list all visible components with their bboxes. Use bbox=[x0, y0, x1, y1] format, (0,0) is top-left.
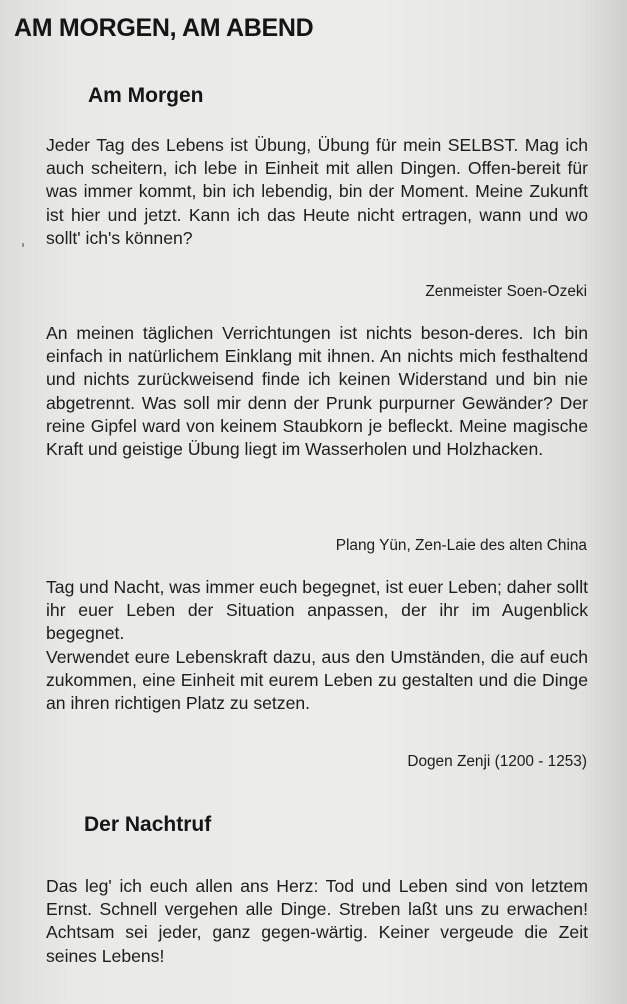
paper-speck bbox=[22, 243, 24, 247]
quote-paragraph-dogen-1: Tag und Nacht, was immer euch begegnet, ist euer Leben; daher sollt ihr euer Leben der Situation anpassen, der ihr im Augenblick begegnet. bbox=[46, 577, 588, 644]
nachtruf-paragraph: Das leg' ich euch allen ans Herz: Tod und Leben sind von letztem Ernst. Schnell vergehen alle Dinge. Streben laßt uns zu erwachen! Achtsam sei jeder, ganz gegen-wärtig. Keiner vergeude die Zeit seines Lebens! bbox=[46, 876, 588, 966]
attribution-plang-yun: Plang Yün, Zen-Laie des alten China bbox=[335, 537, 587, 554]
section-heading-der-nachtruf: Der Nachtruf bbox=[84, 813, 212, 836]
quote-paragraph-plang-yun: An meinen täglichen Verrichtungen ist nichts beson-deres. Ich bin einfach in natürlichem Einklang mit ihnen. An nichts mich festhaltend und nichts zurückweisend finde ich keinen Widerstand und bin nie abgetrennt. Was soll mir denn der Prunk purpurner Gewänder? Der reine Gipfel ward von keinem Staubkorn je befleckt. Meine magische Kraft und geistige Übung liegt im Wasserholen und Holzhacken. bbox=[46, 323, 588, 460]
attribution-dogen-zenji: Dogen Zenji (1200 - 1253) bbox=[407, 753, 587, 770]
page-title: AM MORGEN, AM ABEND bbox=[14, 14, 314, 42]
quote-paragraph-dogen-2: Verwendet eure Lebenskraft dazu, aus den Umständen, die auf euch zukommen, eine Einheit mit eurem Leben zu gestalten und die Dinge an ihren richtigen Platz zu setzen. bbox=[46, 647, 588, 714]
section-heading-am-morgen: Am Morgen bbox=[88, 84, 204, 107]
quote-paragraph-soen-ozeki: Jeder Tag des Lebens ist Übung, Übung für mein SELBST. Mag ich auch scheitern, ich lebe in Einheit mit allen Dingen. Offen-bereit für was immer kommt, bin ich lebendig, bin der Moment. Meine Zukunft ist hier und jetzt. Kann ich das Heute nicht ertragen, wann und wo sollt' ich's können? bbox=[46, 135, 588, 248]
attribution-soen-ozeki: Zenmeister Soen-Ozeki bbox=[425, 283, 587, 300]
